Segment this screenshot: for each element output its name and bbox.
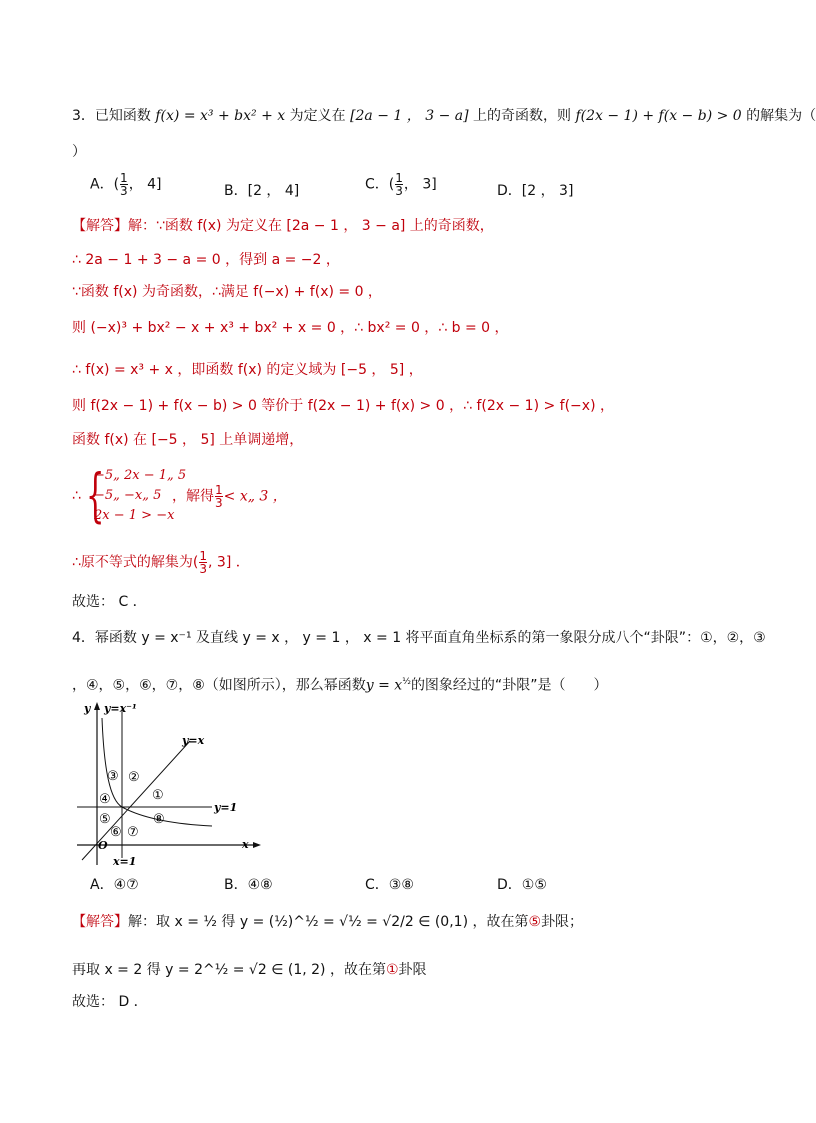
y-axis-label: y	[84, 702, 91, 715]
q4-option-d: D．①⑤	[497, 877, 547, 893]
q3-stem-mid2: 上的奇函数，则	[473, 108, 572, 124]
line-label: y=x	[182, 734, 205, 747]
q3-solution-line-4: 则 (−x)³ + bx² − x + x³ + bx² + x = 0 ，∴ bx² = 0 ，∴ b = 0 ，	[72, 320, 509, 336]
q3-option-d: D．[2 ， 3]	[497, 183, 574, 199]
region-2: ②	[128, 770, 140, 785]
answer-tag: 【解答】	[72, 914, 128, 930]
q3-stem-mid: 为定义在	[289, 108, 346, 124]
y-axis-arrow-icon	[94, 702, 100, 710]
q3-option-b: B．[2 ， 4]	[224, 183, 300, 199]
curve-label: y=x⁻¹	[104, 702, 137, 715]
region-6: ⑥	[110, 825, 122, 840]
region-3: ③	[107, 769, 119, 784]
x-axis-arrow-icon	[253, 842, 261, 848]
origin-label: O	[98, 839, 108, 852]
q4-choice: 故选： D ．	[72, 994, 148, 1010]
q3-stem-end: 的解集为（	[746, 108, 816, 124]
q3-stem-close: ）	[72, 144, 86, 160]
q3-solution-line-3: ∵函数 f(x) 为奇函数，∴满足 f(−x) + f(x) = 0 ，	[72, 284, 382, 300]
system-row-1: −5„ 2x − 1„ 5	[94, 468, 187, 483]
q3-option-a: A．( $\frac{1}{3}$ ， 4]	[90, 171, 162, 198]
q4-stem-line-1: 4．幂函数 y = x⁻¹ 及直线 y = x ， y = 1 ， x = 1 将平面直角坐标系的第一象限分成八个“卦限”：①，②，③	[72, 630, 766, 646]
q4-option-b: B．④⑧	[224, 877, 273, 893]
brace-icon: {	[86, 461, 105, 529]
q3-solution-line-7: 函数 f(x) 在 [−5 ， 5] 上单调递增，	[72, 432, 304, 448]
q4-solution-line-1: 【解答】解：取 x = ½ 得 y = (½)^½ = √½ = √2/2 ∈ (0,1) ，故在第⑤卦限；	[72, 914, 584, 930]
q4-solution-line-2: 再取 x = 2 得 y = 2^½ = √2 ∈ (1, 2) ，故在第①卦限	[72, 962, 427, 978]
region-highlight: ⑤	[528, 914, 542, 930]
q4-stem-line-2: ，④，⑤，⑥，⑦，⑧（如图所示），那么幂函数$y = x^{\frac{1}{2}}$的图象经过的“卦限”是（ ）	[72, 677, 608, 694]
q3-solution-set: ∴原不等式的解集为( $\frac{1}{3}$ , 3] ．	[72, 549, 250, 576]
q3-domain: [2a − 1 ， 3 − a]	[350, 108, 469, 124]
region-highlight: ①	[385, 962, 399, 978]
region-7: ⑦	[127, 825, 139, 840]
q3-system-result: ，解得 $\frac{1}{3}$ < x„ 3 ，	[172, 483, 287, 510]
q3-solution-line-5: ∴ f(x) = x³ + x ，即函数 f(x) 的定义域为 [−5 ， 5] ，	[72, 362, 423, 378]
q3-function: f(x) = x³ + bx² + x	[155, 108, 286, 124]
octant-figure	[72, 700, 262, 870]
q3-choice: 故选： C ．	[72, 594, 147, 610]
system-row-3: 2x − 1 > −x	[94, 508, 175, 523]
q3-system-therefore: ∴	[72, 488, 81, 504]
q3-solution-line-1: 【解答】解：∵函数 f(x) 为定义在 [2a − 1 ， 3 − a] 上的奇函数，	[72, 218, 494, 234]
q3-solution-line-2: ∴ 2a − 1 + 3 − a = 0 ，得到 a = −2 ，	[72, 252, 340, 268]
q3-stem	[72, 106, 816, 126]
q4-option-c: C．③⑧	[365, 877, 414, 893]
region-1: ①	[152, 788, 164, 803]
q3-solution-line-6: 则 f(2x − 1) + f(x − b) > 0 等价于 f(2x − 1) + f(x) > 0 ，∴ f(2x − 1) > f(−x) ，	[72, 398, 614, 414]
q3-stem-prefix: 3．已知函数	[72, 108, 151, 124]
q3-option-c: C．( $\frac{1}{3}$ ， 3]	[365, 171, 437, 198]
hline-label: y=1	[214, 801, 238, 814]
region-4: ④	[99, 792, 111, 807]
q4-option-a: A．④⑦	[90, 877, 139, 893]
system-row-2: −5„ −x„ 5	[94, 488, 162, 503]
vline-label: x=1	[113, 855, 137, 868]
region-5: ⑤	[99, 812, 111, 827]
x-axis-label: x	[242, 838, 249, 851]
answer-tag: 【解答】	[72, 218, 128, 234]
region-8: ⑧	[153, 812, 165, 827]
q3-inequality: f(2x − 1) + f(x − b) > 0	[575, 108, 742, 124]
